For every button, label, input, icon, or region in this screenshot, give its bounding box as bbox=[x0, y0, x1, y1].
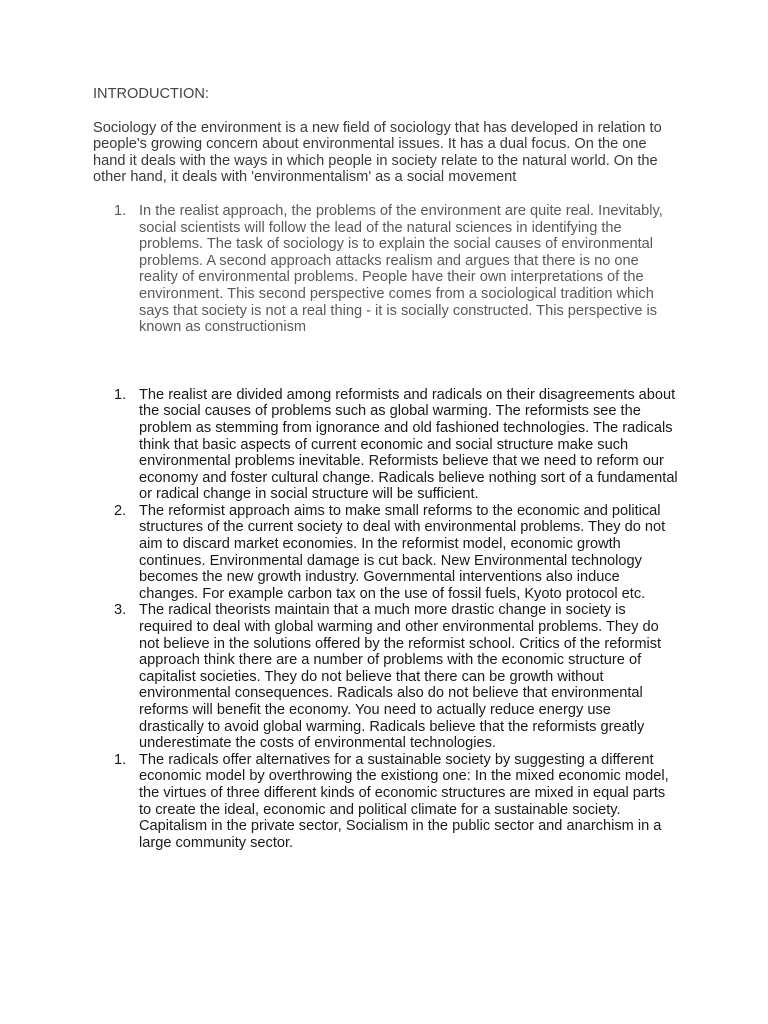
intro-paragraph: Sociology of the environment is a new field of sociology that has developed in relation to people's growing concern about environmental issues. It has a dual focus. On the one hand it deals with the ways in which people in society relate to the natural world. On the other hand, it deals with 'environmentalism' as a social movement bbox=[93, 119, 662, 186]
list-item-number: 1. bbox=[114, 202, 127, 219]
list-item-text: In the realist approach, the problems of the environment are quite real. Inevitably, social scientists will follow the lead of the natural sciences in identifying the problems. The task of sociology is to explain the social causes of environmental problems. A second approach attacks realism and argues that there is no one reality of environmental problems. People have their own interpretations of the environment. This second perspective comes from a sociological tradition which says that society is not a real thing - it is socially constructed. This perspective is known as constructionism bbox=[139, 202, 663, 336]
list-item-number: 1. bbox=[114, 751, 127, 768]
list-item bbox=[93, 387, 678, 503]
realist-division-list bbox=[93, 387, 678, 752]
approach-list bbox=[93, 203, 678, 336]
document-heading: INTRODUCTION: bbox=[93, 86, 209, 102]
list-item-number: 1. bbox=[114, 386, 127, 403]
document-page bbox=[93, 86, 678, 851]
list-item-text: The realist are divided among reformists and radicals on their disagreements about the social causes of problems such as global warming. The reformists see the problem as stemming from ignorance and old fashioned technologies. The radicals think that basic aspects of current economic and social structure make such environmental problems inevitable. Reformists believe that we need to reform our economy and foster cultural change. Radicals believe nothing sort of a fundamental or radical change in social structure will be sufficient. bbox=[139, 386, 678, 503]
list-item bbox=[93, 752, 678, 852]
list-item bbox=[93, 203, 678, 336]
list-item bbox=[93, 602, 678, 751]
list-item-text: The radicals offer alternatives for a sustainable society by suggesting a different economic model by overthrowing the existiong one: In the mixed economic model, the virtues of three different kinds of economic structures are mixed in equal parts to create the ideal, economic and political climate for a sustainable society. Capitalism in the private sector, Socialism in the public sector and anarchism in a large community sector. bbox=[139, 751, 669, 851]
list-item-number: 3. bbox=[114, 602, 127, 619]
alternatives-list bbox=[93, 752, 678, 852]
list-item-number: 2. bbox=[114, 502, 127, 519]
list-item-text: The reformist approach aims to make small reforms to the economic and political structures of the current society to deal with environmental problems. They do not aim to discard market economies. In the reformist model, economic growth continues. Environmental damage is cut back. New Environmental technology becomes the new growth industry. Governmental interventions also induce changes. For example carbon tax on the use of fossil fuels, Kyoto protocol etc. bbox=[139, 502, 666, 602]
list-item-text: The radical theorists maintain that a much more drastic change in society is required to deal with global warming and other environmental problems. They do not believe in the solutions offered by the reformist school. Critics of the reformist approach think there are a number of problems with the economic structure of capitalist societies. They do not believe that there can be growth without environmental consequences. Radicals also do not believe that environmental reforms will benefit the economy. You need to actually reduce energy use drastically to avoid global warming. Radicals believe that the reformists greatly underestimate the costs of environmental technologies. bbox=[139, 602, 662, 752]
list-item bbox=[93, 503, 678, 603]
